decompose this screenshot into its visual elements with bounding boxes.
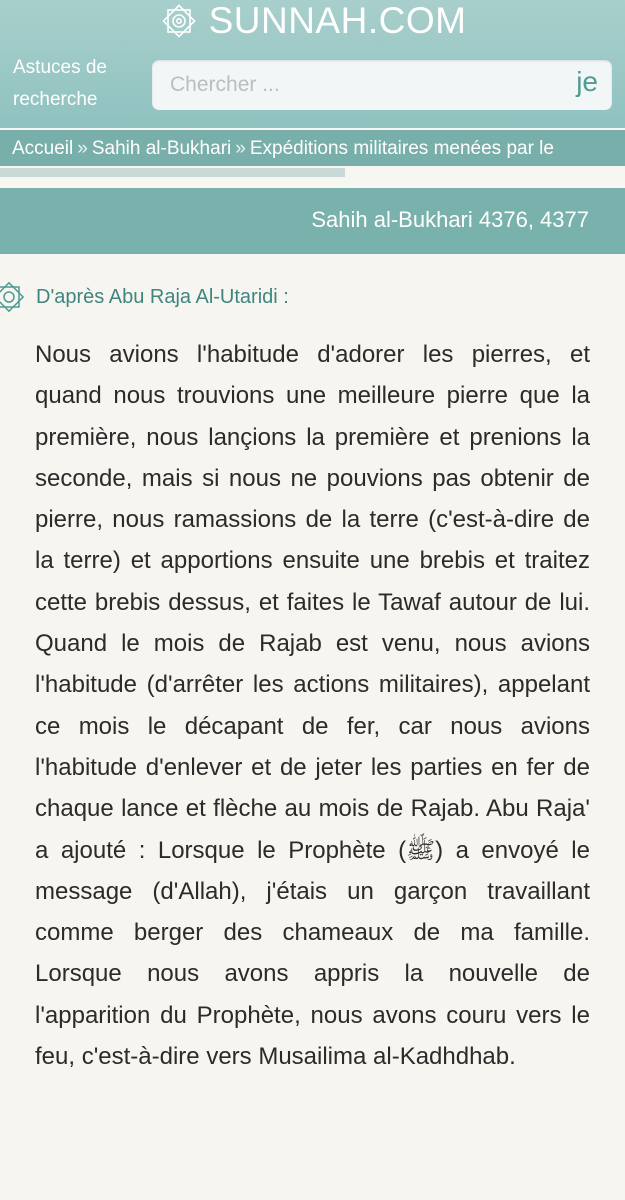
logo-text: SUNNAH.COM	[208, 0, 467, 41]
hadith-reference[interactable]: Sahih al-Bukhari 4376, 4377	[311, 207, 589, 232]
breadcrumb	[0, 130, 625, 166]
search-input[interactable]	[152, 60, 552, 110]
search-tips-link[interactable]	[13, 52, 143, 116]
breadcrumb-home[interactable]: Accueil	[12, 138, 74, 159]
breadcrumb-collection[interactable]: Sahih al-Bukhari	[91, 138, 232, 159]
search-button[interactable]: je	[576, 66, 598, 97]
hadith-text: Nous avions l'habitude d'adorer les pierres, et quand nous trouvions une meilleure pierre que la première, nous lançions la première et prenions la seconde, mais si nous ne pouvions pas obtenir de pierre, nous ramassions de la terre (c'est-à-dire de la terre) et apportions ensuite une brebis et traitez cette brebis dessus, et faites le Tawaf autour de lui. Quand le mois de Rajab est venu, nous avions l'habitude (d'arrêter les actions militaires), appelant ce mois le décapant de fer, car nous avions l'habitude d'enlever et de jeter les parties en fer de chaque lance et flèche au mois de Rajab. Abu Raja' a ajouté : Lorsque le Prophète (ﷺ) a envoyé le message (d'Allah), j'étais un garçon travaillant comme berger des chameaux de ma famille. Lorsque nous avons appris la nouvelle de l'apparition du Prophète, nous avons couru vers le feu, c'est-à-dire vers Musailima al-Kadhdhab.	[35, 341, 590, 1071]
hadith-reference-bar	[0, 188, 625, 254]
search-tips-label-line1: Astuces de	[13, 57, 107, 78]
breadcrumb-book[interactable]: Expéditions militaires menées par le	[249, 138, 554, 159]
geometric-star-icon	[159, 1, 199, 41]
search-box	[152, 60, 612, 110]
scroll-indicator	[0, 168, 345, 177]
site-header	[0, 0, 625, 128]
search-tips-label-line2: recherche	[13, 89, 98, 110]
breadcrumb-separator: »	[235, 138, 246, 159]
hadith-container	[0, 254, 625, 1200]
site-logo[interactable]	[0, 0, 625, 42]
hadith-narrator: D'après Abu Raja Al-Utaridi :	[36, 286, 289, 308]
narrator-ornament-icon	[0, 280, 26, 314]
breadcrumb-separator: »	[77, 138, 88, 159]
